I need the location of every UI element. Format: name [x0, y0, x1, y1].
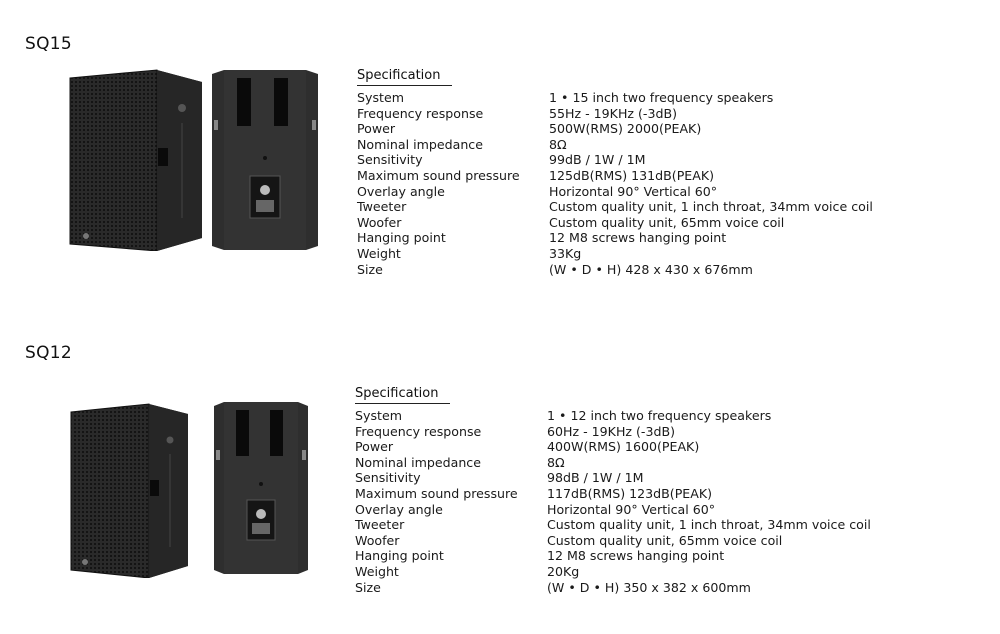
- spec-label: Size: [355, 579, 381, 595]
- spec-row-woofer: [355, 533, 955, 549]
- spec-value: 117dB(RMS) 123dB(PEAK): [547, 485, 713, 501]
- spec-value: (W • D • H) 350 x 382 x 600mm: [547, 579, 751, 595]
- spec-value: (W • D • H) 428 x 430 x 676mm: [549, 261, 753, 277]
- spec-row-woofer: [357, 215, 957, 231]
- spec-row-sensitivity: [355, 470, 955, 486]
- spec-row-frequency-response: [357, 106, 957, 122]
- spec-label: Hanging point: [355, 548, 444, 564]
- spec-label: Weight: [355, 563, 399, 579]
- spec-row-power: [357, 121, 957, 137]
- spec-label: Frequency response: [357, 105, 484, 121]
- spec-row-tweeter: [357, 199, 957, 215]
- spec-row-frequency-response: [355, 424, 955, 440]
- spec-table: [357, 90, 957, 277]
- spec-label: Nominal impedance: [355, 454, 481, 470]
- spec-value: 125dB(RMS) 131dB(PEAK): [549, 167, 715, 183]
- spec-label: System: [357, 90, 404, 105]
- spec-row-maximum-sound-pressure: [357, 168, 957, 184]
- spec-value: 12 M8 screws hanging point: [549, 230, 727, 246]
- spec-value: Custom quality unit, 1 inch throat, 34mm voice coil: [547, 517, 871, 533]
- spec-label: Maximum sound pressure: [357, 167, 520, 183]
- spec-label: System: [355, 408, 402, 423]
- spec-label: Sensitivity: [357, 152, 423, 168]
- spec-value: 12 M8 screws hanging point: [547, 548, 725, 564]
- sq12-specification: [355, 382, 955, 595]
- spec-label: Nominal impedance: [357, 136, 483, 152]
- spec-row-sensitivity: [357, 152, 957, 168]
- spec-label: Overlay angle: [357, 183, 445, 199]
- spec-label: Woofer: [357, 214, 402, 230]
- spec-value: 500W(RMS) 2000(PEAK): [549, 121, 702, 137]
- spec-row-overlay-angle: [357, 184, 957, 200]
- spec-row-size: [357, 262, 957, 278]
- spec-value: Custom quality unit, 65mm voice coil: [549, 214, 785, 230]
- spec-value: 60Hz - 19KHz (-3dB): [547, 423, 676, 439]
- spec-value: Custom quality unit, 65mm voice coil: [547, 532, 783, 548]
- spec-value: 20Kg: [547, 563, 580, 579]
- spec-row-hanging-point: [357, 230, 957, 246]
- spec-heading: Specification: [357, 68, 452, 86]
- spec-value: 98dB / 1W / 1M: [547, 470, 644, 486]
- spec-value: 8Ω: [547, 454, 565, 470]
- sq12-back-speaker-image: [214, 402, 308, 574]
- spec-value: 1 • 15 inch two frequency speakers: [549, 90, 774, 105]
- spec-row-maximum-sound-pressure: [355, 486, 955, 502]
- spec-label: Maximum sound pressure: [355, 485, 518, 501]
- spec-row-nominal-impedance: [357, 137, 957, 153]
- spec-value: Horizontal 90° Vertical 60°: [547, 501, 716, 517]
- spec-label: Weight: [357, 245, 401, 261]
- spec-value: Custom quality unit, 1 inch throat, 34mm voice coil: [549, 199, 873, 215]
- spec-heading: Specification: [355, 386, 450, 404]
- spec-row-hanging-point: [355, 548, 955, 564]
- spec-label: Woofer: [355, 532, 400, 548]
- spec-value: 33Kg: [549, 245, 582, 261]
- spec-value: 1 • 12 inch two frequency speakers: [547, 408, 772, 423]
- spec-table: [355, 408, 955, 595]
- spec-label: Power: [357, 121, 396, 137]
- spec-row-size: [355, 580, 955, 596]
- spec-value: 55Hz - 19KHz (-3dB): [549, 105, 678, 121]
- spec-label: Tweeter: [355, 517, 405, 533]
- spec-value: Horizontal 90° Vertical 60°: [549, 183, 718, 199]
- spec-label: Power: [355, 439, 394, 455]
- spec-label: Frequency response: [355, 423, 482, 439]
- model-title-sq12: SQ12: [25, 343, 73, 363]
- spec-row-power: [355, 439, 955, 455]
- spec-label: Hanging point: [357, 230, 446, 246]
- spec-row-overlay-angle: [355, 502, 955, 518]
- spec-value: 99dB / 1W / 1M: [549, 152, 646, 168]
- spec-row-tweeter: [355, 517, 955, 533]
- spec-row-nominal-impedance: [355, 455, 955, 471]
- sq15-back-speaker-image: [212, 70, 318, 250]
- sq15-specification: [357, 64, 957, 277]
- spec-row-weight: [357, 246, 957, 262]
- spec-label: Sensitivity: [355, 470, 421, 486]
- spec-value: 400W(RMS) 1600(PEAK): [547, 439, 700, 455]
- spec-row-system: [357, 90, 957, 106]
- spec-value: 8Ω: [549, 136, 567, 152]
- spec-label: Size: [357, 261, 383, 277]
- spec-label: Tweeter: [357, 199, 407, 215]
- sq12-front-speaker-image: [65, 402, 188, 578]
- spec-label: Overlay angle: [355, 501, 443, 517]
- spec-row-system: [355, 408, 955, 424]
- model-title-sq15: SQ15: [25, 34, 73, 54]
- spec-row-weight: [355, 564, 955, 580]
- sq15-front-speaker-image: [62, 68, 202, 251]
